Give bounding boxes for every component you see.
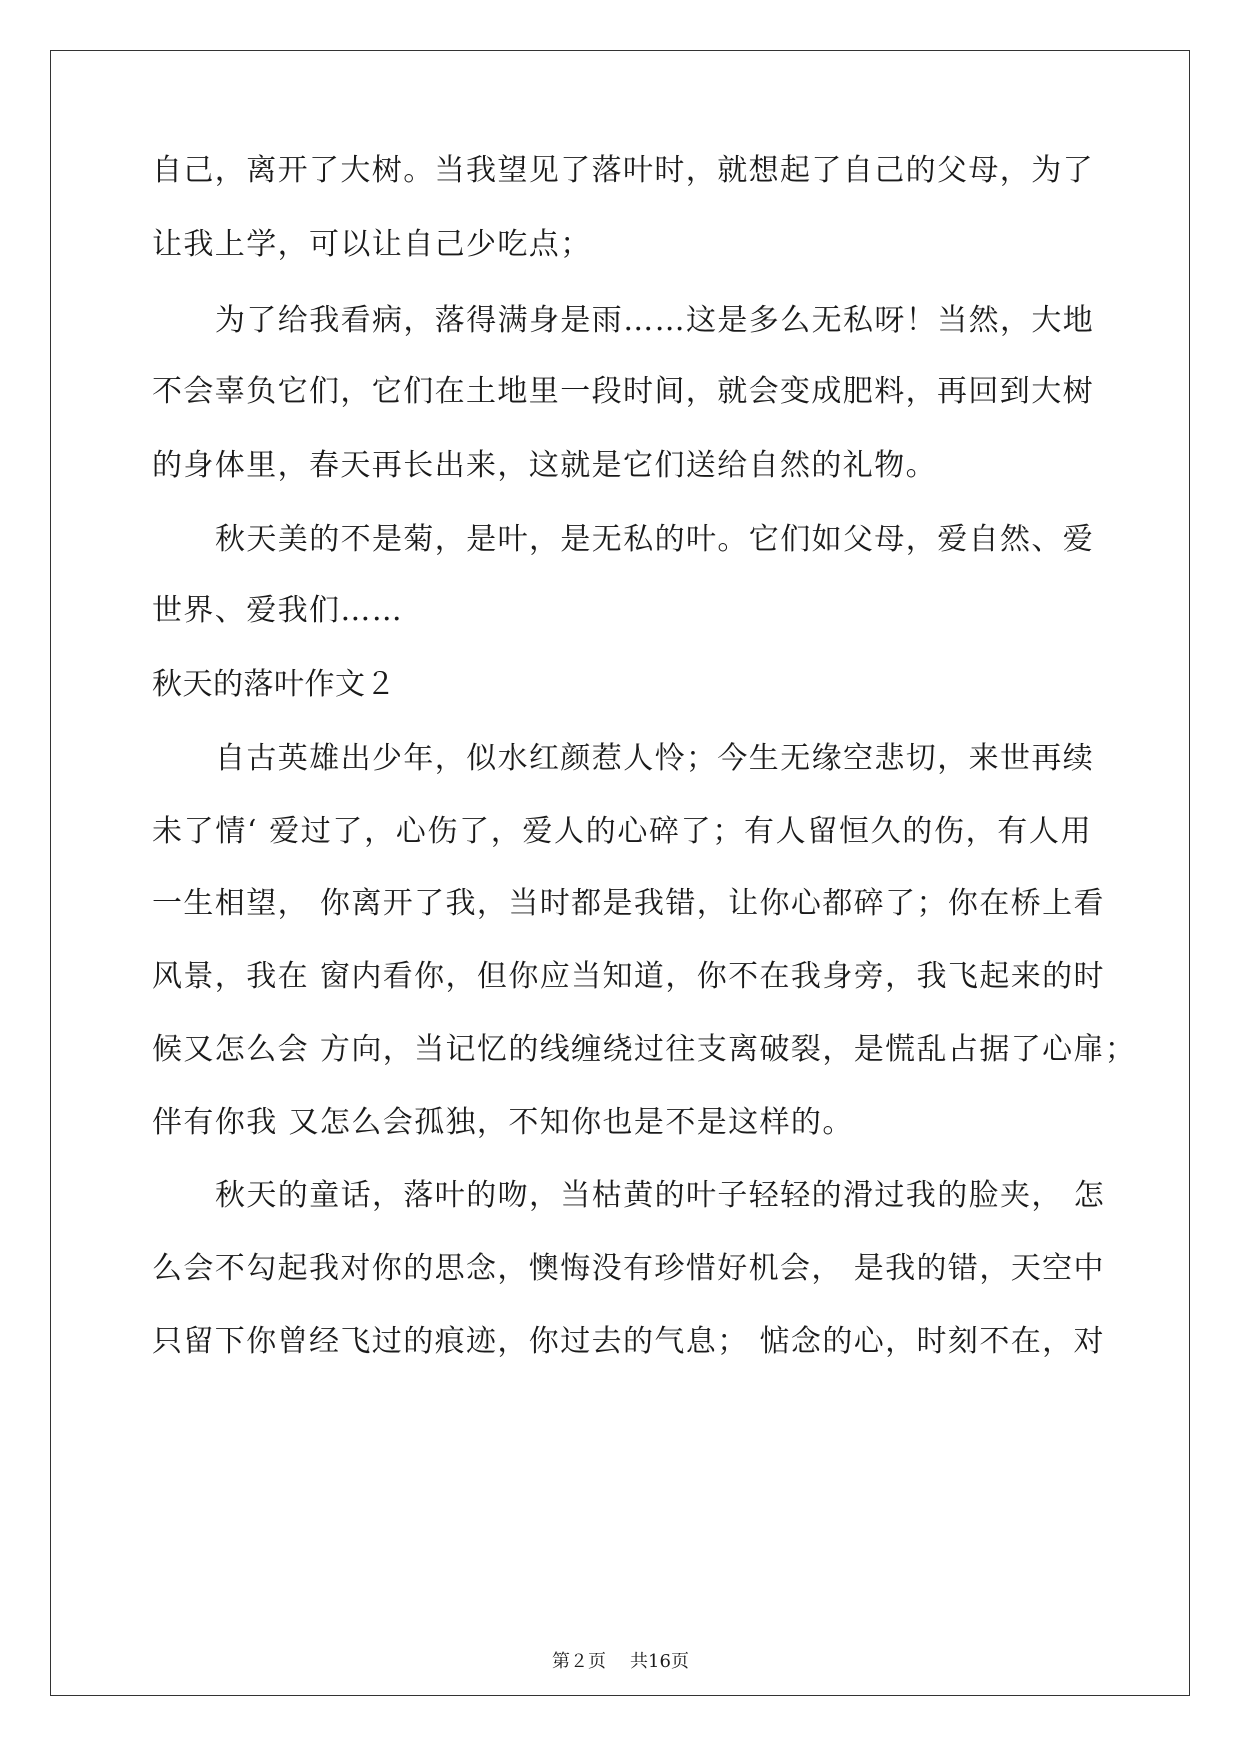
text-line: 世界、爱我们……	[152, 593, 404, 628]
text-line: 为了给我看病，落得满身是雨……这是多么无私呀！当然，大地	[215, 303, 1095, 338]
text-line: 一生相望， 你离开了我，当时都是我错，让你心都碎了；你在桥上看	[152, 886, 1105, 921]
text-line: 秋天美的不是菊，是叶，是无私的叶。它们如父母，爱自然、爱	[215, 522, 1095, 557]
text-line: 候又怎么会 方向，当记忆的线缠绕过往支离破裂，是慌乱占据了心扉；	[152, 1032, 1137, 1067]
text-line: 么会不勾起我对你的思念，懊悔没有珍惜好机会， 是我的错，天空中	[152, 1251, 1105, 1286]
text-line: 只留下你曾经飞过的痕迹，你过去的气息； 惦念的心，时刻不在，对	[152, 1324, 1105, 1359]
text-line: 伴有你我 又怎么会孤独，不知你也是不是这样的。	[152, 1105, 854, 1140]
section-title: 秋天的落叶作文２	[152, 667, 396, 702]
page-number: 第２页	[552, 1651, 607, 1672]
text-line: 自古英雄出少年，似水红颜惹人怜；今生无缘空悲切，来世再续	[215, 741, 1095, 776]
page-total: 共16页	[630, 1651, 689, 1672]
text-line: 让我上学，可以让自己少吃点；	[152, 227, 592, 262]
text-line: 风景，我在 窗内看你，但你应当知道，你不在我身旁，我飞起来的时	[152, 959, 1105, 994]
text-line: 的身体里，春天再长出来，这就是它们送给自然的礼物。	[152, 448, 937, 483]
text-line: 秋天的童话，落叶的吻，当枯黄的叶子轻轻的滑过我的脸夹， 怎	[215, 1178, 1106, 1213]
text-line: 未了情‘ 爱过了，心伤了，爱人的心碎了；有人留恒久的伤，有人用	[152, 814, 1092, 849]
page-border	[50, 50, 1190, 1696]
text-line: 不会辜负它们，它们在土地里一段时间，就会变成肥料，再回到大树	[152, 374, 1094, 409]
text-line: 自己，离开了大树。当我望见了落叶时，就想起了自己的父母，为了	[152, 153, 1094, 188]
page-footer	[0, 1650, 1241, 1674]
